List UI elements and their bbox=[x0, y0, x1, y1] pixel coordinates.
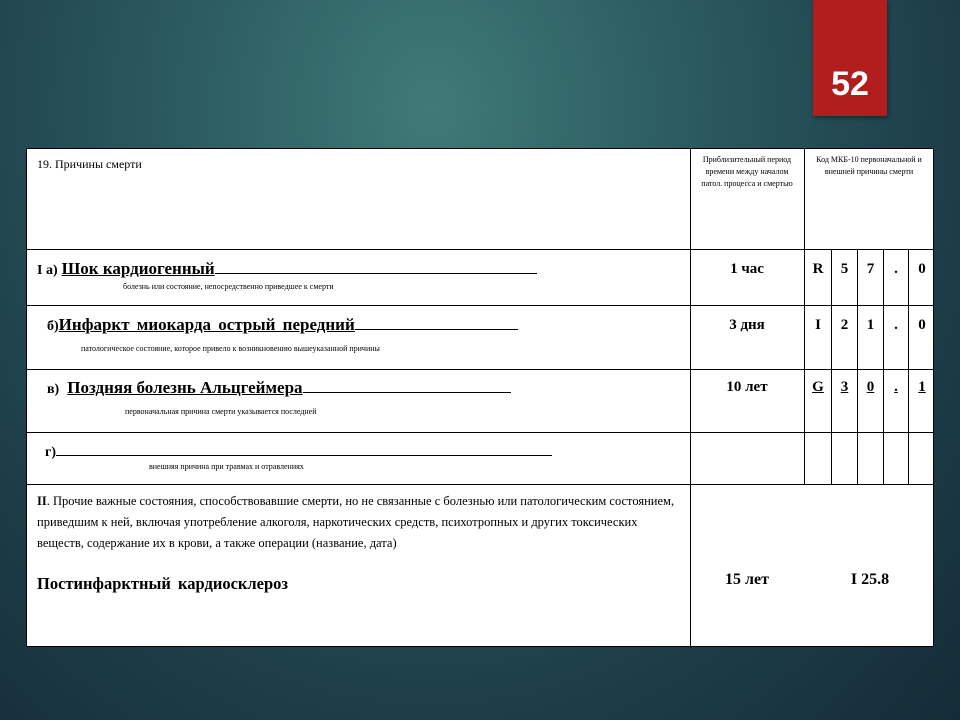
period-column-caption: Приблизительный период времени между началом патол. процесса и смертью bbox=[701, 155, 793, 188]
row-label: в) bbox=[47, 382, 60, 397]
divider-code-2 bbox=[857, 249, 858, 484]
icd-char: 0 bbox=[918, 317, 926, 333]
cause-row-c bbox=[47, 378, 511, 398]
icd-char: 0 bbox=[866, 379, 875, 395]
cause-row-d bbox=[45, 441, 552, 461]
period-value: 10 лет bbox=[726, 379, 768, 395]
row-divider-5 bbox=[27, 484, 933, 485]
icd-char: . bbox=[894, 379, 898, 395]
death-certificate-form bbox=[26, 148, 934, 647]
diagnosis-text: Инфаркт миокарда острый передний bbox=[58, 315, 355, 334]
icd-char: 1 bbox=[866, 317, 875, 333]
row-hint: внешняя причина при травмах и отравлениях bbox=[149, 462, 304, 471]
icd-char: G bbox=[812, 379, 824, 395]
period-value: 1 час bbox=[730, 261, 764, 277]
row-hint: болезнь или состояние, непосредственно приведшее к смерти bbox=[123, 282, 334, 291]
row-hint: патологическое состояние, которое привело к возникновению вышеуказанной причины bbox=[81, 344, 380, 353]
divider-code-1 bbox=[831, 249, 832, 484]
row-label: I а) bbox=[37, 263, 58, 278]
period-value: 3 дня bbox=[729, 317, 765, 333]
icd-char: I bbox=[815, 317, 821, 333]
row-label: б) bbox=[47, 319, 59, 334]
icd-char: 2 bbox=[840, 317, 849, 333]
icd-char: 3 bbox=[840, 379, 849, 395]
icd-char: R bbox=[812, 261, 824, 277]
row-hint: первоначальная причина смерти указывается последней bbox=[125, 407, 317, 416]
section-roman-numeral: II bbox=[37, 494, 47, 508]
other-condition-diagnosis: Постинфарктный кардиосклероз bbox=[37, 574, 289, 593]
row-divider-1 bbox=[27, 249, 933, 250]
icd-char: 1 bbox=[918, 379, 926, 395]
cause-row-a bbox=[37, 259, 537, 279]
diagnosis-text: Поздняя болезнь Альцгеймера bbox=[67, 378, 303, 397]
divider-code-4 bbox=[908, 249, 909, 484]
divider-code-3 bbox=[883, 249, 884, 484]
row-divider-2 bbox=[27, 305, 933, 306]
other-conditions-text: . Прочие важные состояния, способствовавшие смерти, но не связанные с болезнью или патологическим состоянием, приведшим к ней, включая употребление алкоголя, наркотических средств, психотропных и других токсических веществ, содержание их в крови, а также операции (название, дата) bbox=[37, 494, 675, 550]
slide-number: 52 bbox=[831, 64, 869, 103]
icd-char: . bbox=[894, 317, 898, 333]
row-divider-4 bbox=[27, 432, 933, 433]
icd-char: . bbox=[894, 261, 898, 277]
icd-char: 5 bbox=[840, 261, 849, 277]
diagnosis-text: Шок кардиогенный bbox=[61, 259, 215, 278]
cause-row-b bbox=[47, 315, 518, 335]
other-condition-period: 15 лет bbox=[725, 571, 769, 588]
row-label: г) bbox=[45, 445, 57, 460]
code-column-caption: Код МКБ-10 первоначальной и внешней причины смерти bbox=[816, 155, 922, 176]
row-divider-3 bbox=[27, 369, 933, 370]
icd-char: 7 bbox=[866, 261, 875, 277]
slide-number-badge bbox=[813, 0, 887, 116]
other-condition-code: I 25.8 bbox=[850, 571, 890, 588]
section-title: 19. Причины смерти bbox=[37, 157, 142, 171]
other-conditions-description bbox=[37, 491, 677, 554]
icd-char: 0 bbox=[918, 261, 926, 277]
